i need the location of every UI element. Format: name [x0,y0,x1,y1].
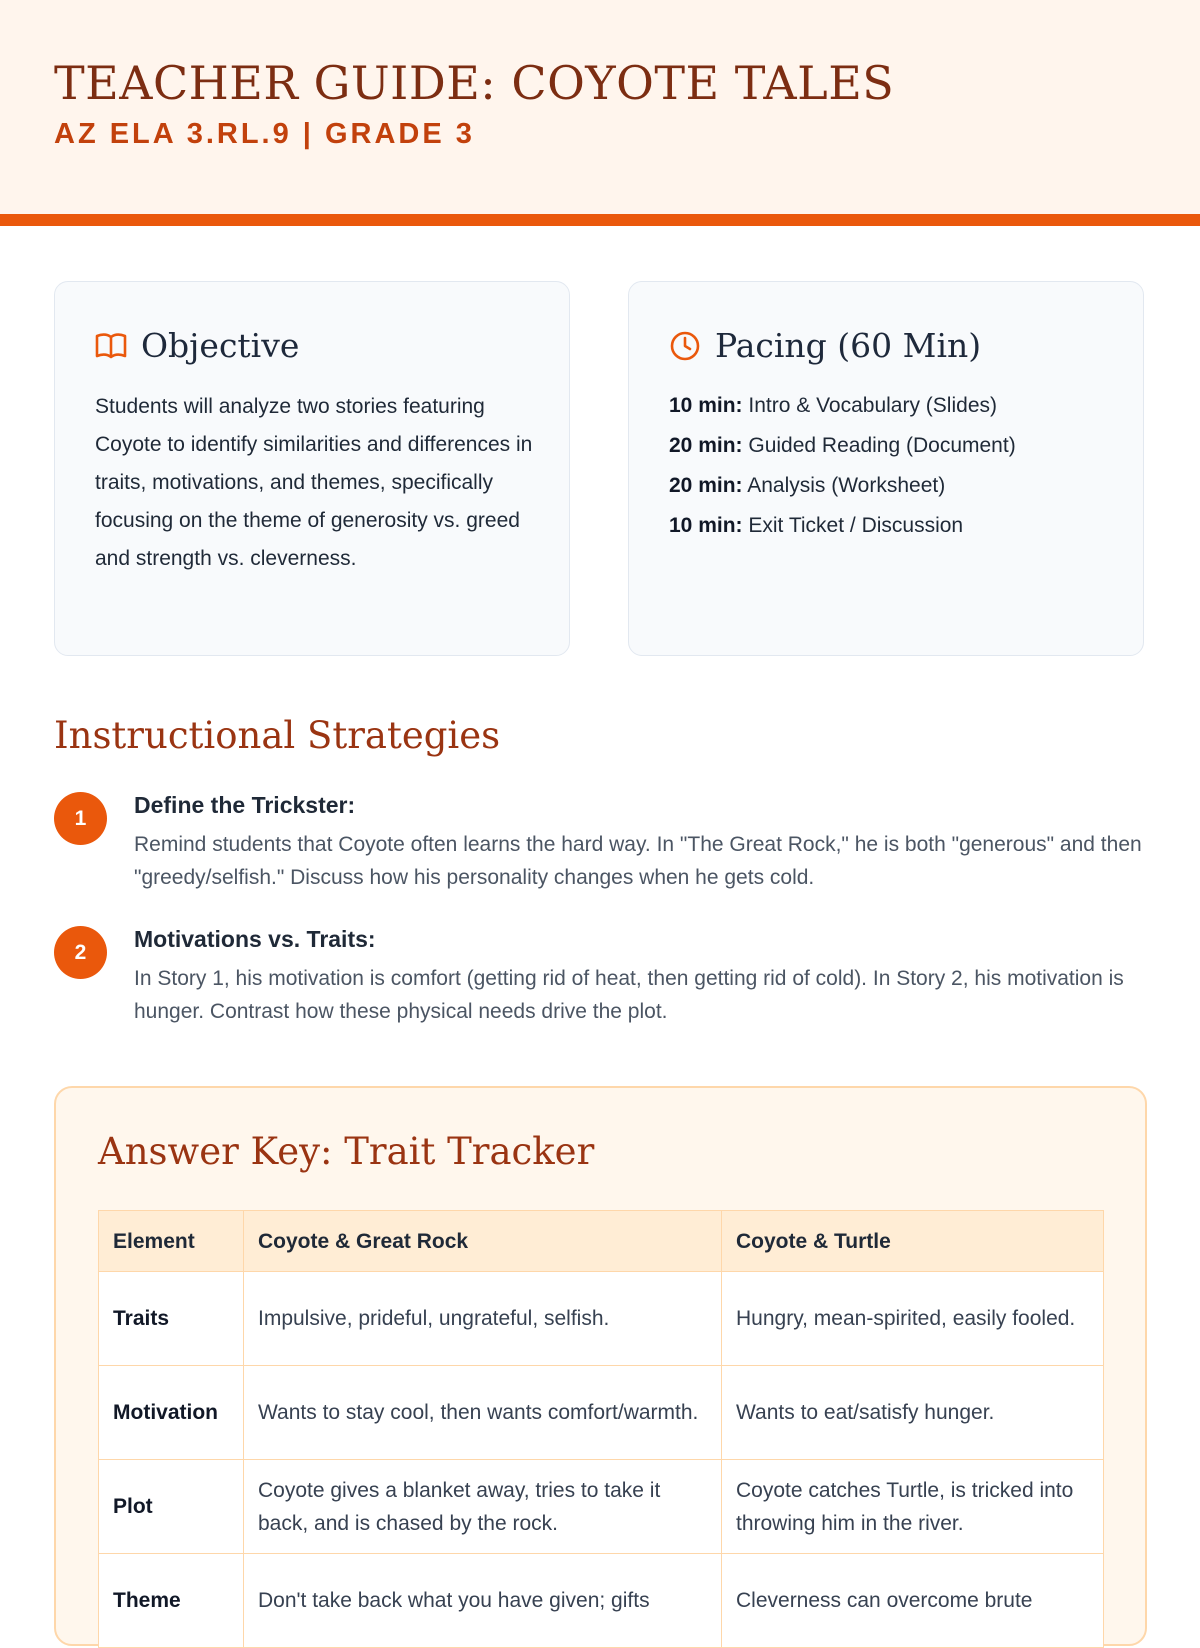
pacing-title: Pacing (60 Min) [715,326,982,365]
step-number-badge: 1 [54,792,107,845]
strategy-body: In Story 1, his motivation is comfort (getting rid of heat, then getting rid of cold). In Story 2, his motivation is hunger. Contrast how these physical needs drive the plot. [134,967,1124,1023]
page-title: TEACHER GUIDE: COYOTE TALES [54,56,895,110]
column-header: Coyote & Turtle [722,1211,1104,1272]
table-cell: Don't take back what you have given; gifts [244,1554,722,1648]
objective-card [54,281,570,656]
table-cell: Wants to eat/satisfy hunger. [722,1366,1104,1460]
pacing-time: 20 min: [669,434,743,457]
pacing-item [669,506,1016,546]
objective-heading [95,326,299,365]
table-cell: Wants to stay cool, then wants comfort/warmth. [244,1366,722,1460]
trait-tracker-table [98,1210,1104,1648]
pacing-time: 20 min: [669,474,743,497]
pacing-card [628,281,1144,656]
strategy-title: Motivations vs. Traits: [134,926,376,952]
table-cell: Cleverness can overcome brute [722,1554,1104,1648]
pacing-item [669,466,1016,506]
table-row [99,1460,1104,1554]
page-subtitle: AZ ELA 3.RL.9 | GRADE 3 [54,118,475,150]
book-open-icon [95,332,127,360]
pacing-activity: Intro & Vocabulary (Slides) [748,394,997,417]
table-cell-element: Theme [99,1554,244,1648]
table-row [99,1366,1104,1460]
objective-text: Students will analyze two stories featuring Coyote to identify similarities and differences in traits, motivations, and themes, specifically focusing on the theme of generosity vs. greed and strength vs. cleverness. [95,395,533,570]
table-row [99,1554,1104,1648]
strategy-title: Define the Trickster: [134,792,356,818]
answer-key-title: Answer Key: Trait Tracker [98,1130,595,1173]
table-row [99,1272,1104,1366]
column-header: Coyote & Great Rock [244,1211,722,1272]
table-cell: Impulsive, prideful, ungrateful, selfish. [244,1272,722,1366]
table-cell: Coyote catches Turtle, is tricked into throwing him in the river. [722,1460,1104,1554]
pacing-item [669,426,1016,466]
pacing-heading [669,326,981,365]
pacing-activity: Exit Ticket / Discussion [748,514,964,537]
table-cell-element: Plot [99,1460,244,1554]
pacing-time: 10 min: [669,514,743,537]
clock-icon [669,330,701,362]
answer-key-section [54,1086,1147,1646]
page-header [0,0,1200,226]
strategies-title: Instructional Strategies [54,714,501,757]
table-cell: Coyote gives a blanket away, tries to take it back, and is chased by the rock. [244,1460,722,1554]
table-cell-element: Traits [99,1272,244,1366]
step-number-badge: 2 [54,926,107,979]
pacing-item [669,386,1016,426]
pacing-list [669,386,1016,546]
pacing-activity: Guided Reading (Document) [748,434,1016,457]
pacing-activity: Analysis (Worksheet) [747,474,946,497]
pacing-time: 10 min: [669,394,743,417]
table-cell: Hungry, mean-spirited, easily fooled. [722,1272,1104,1366]
objective-title: Objective [141,326,300,365]
column-header: Element [99,1211,244,1272]
table-header-row [99,1211,1104,1272]
strategy-body: Remind students that Coyote often learns the hard way. In "The Great Rock," he is both "generous" and then "greedy/selfish." Discuss how his personality changes when he gets cold. [134,833,1142,889]
table-cell-element: Motivation [99,1366,244,1460]
